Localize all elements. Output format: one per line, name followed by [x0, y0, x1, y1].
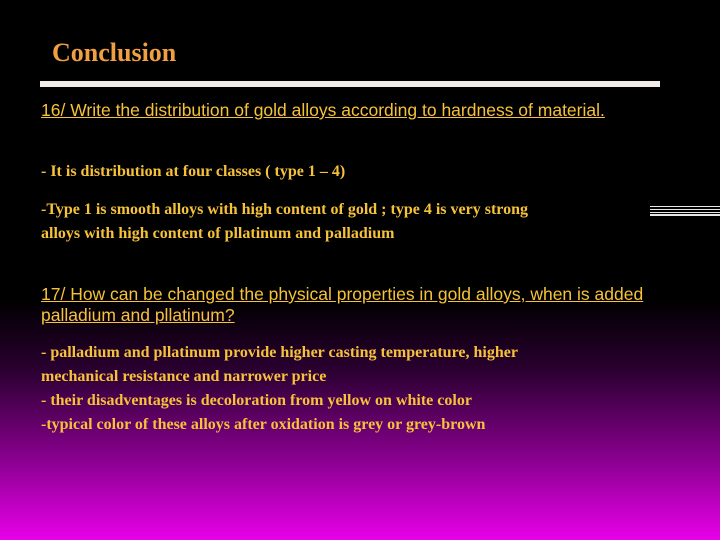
- answer-16-line-2: -Type 1 is smooth alloys with high content of gold ; type 4 is very strong: [41, 201, 528, 218]
- answer-17-line-4: -typical color of these alloys after oxidation is grey or grey-brown: [41, 416, 486, 433]
- slide-title: Conclusion: [52, 38, 177, 67]
- answer-17-line-1: - palladium and pllatinum provide higher casting temperature, higher: [41, 344, 518, 361]
- answer-16-line-1: - It is distribution at four classes ( type 1 – 4): [41, 163, 346, 180]
- answer-16-line-3: alloys with high content of pllatinum and palladium: [41, 225, 395, 242]
- answer-17-line-3: - their disadventages is decoloration from yellow on white color: [41, 392, 472, 409]
- question-16: 16/ Write the distribution of gold alloys according to hardness of material.: [41, 100, 605, 120]
- question-17: 17/ How can be changed the physical properties in gold alloys, when is added palladium and pllatinum?: [41, 284, 644, 325]
- answer-17: [41, 341, 681, 437]
- strike-decoration: [650, 206, 720, 218]
- title-rule: [40, 81, 660, 87]
- answer-17-line-2: mechanical resistance and narrower price: [41, 368, 327, 385]
